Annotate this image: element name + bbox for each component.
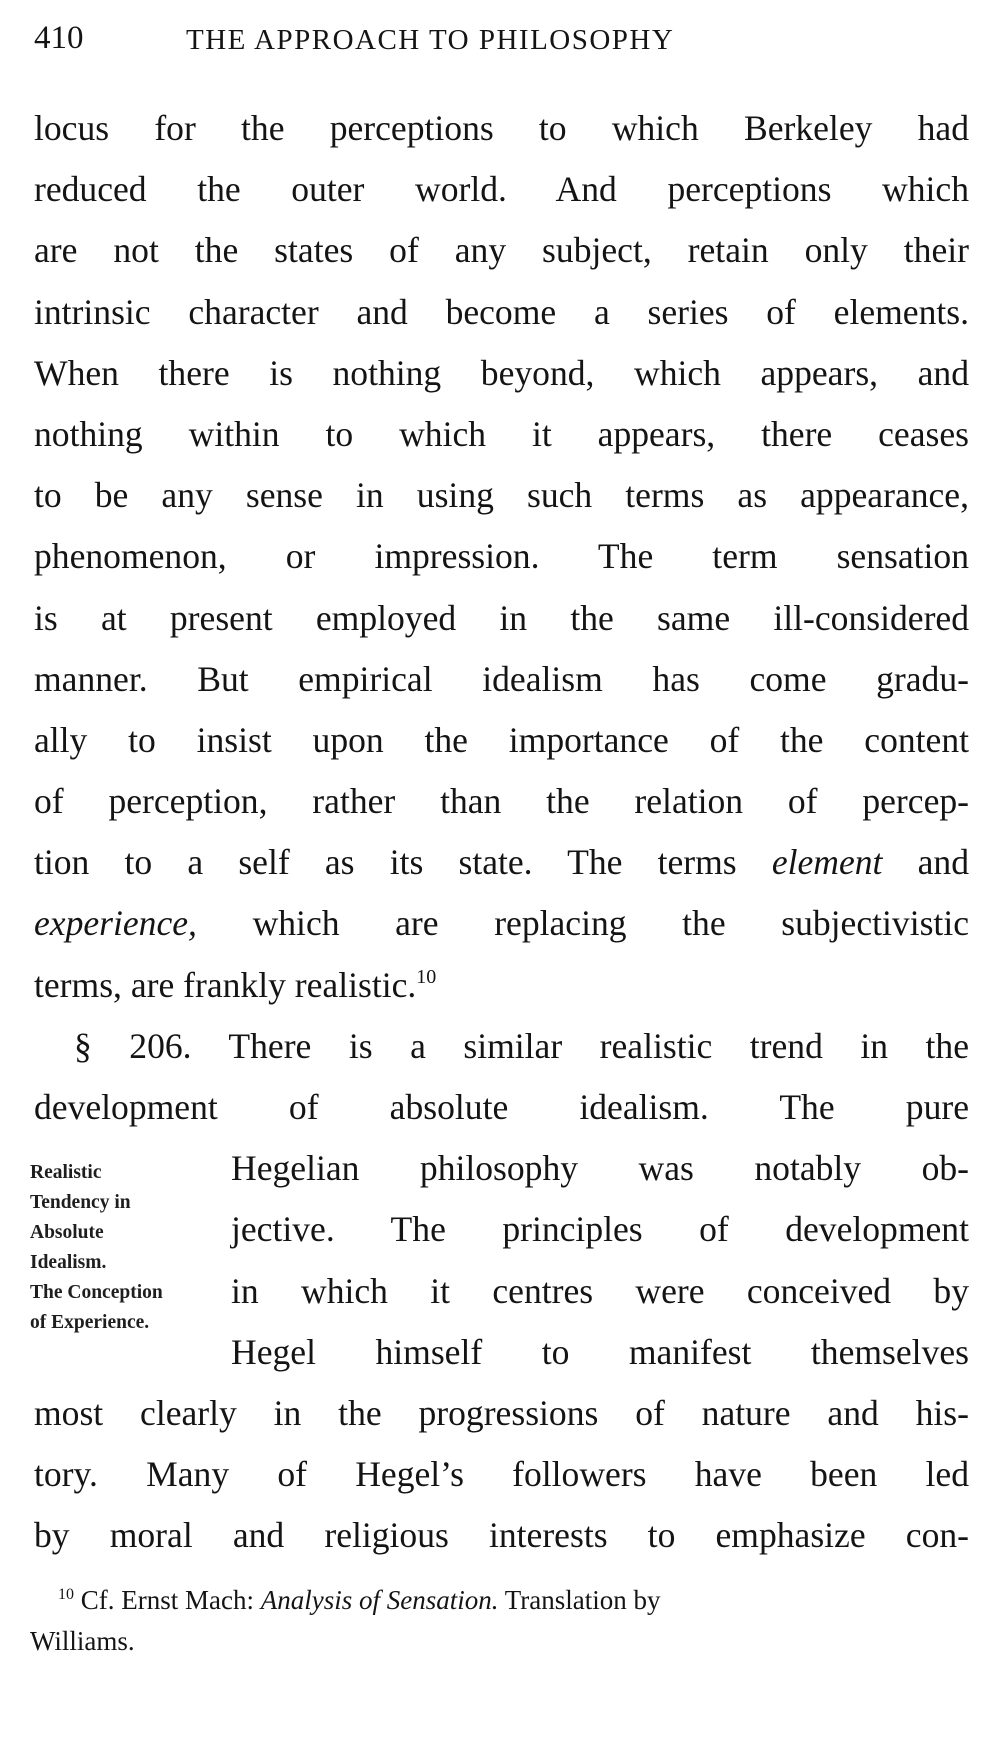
page-number: 410 (34, 20, 84, 56)
margin-sidenote (30, 1158, 220, 1338)
text-line: Hegel himself to manifest themselves (231, 1331, 969, 1372)
text-line: are not the states of any subject, retain only their (34, 230, 969, 271)
text-line: nothing within to which it appears, there ceases (34, 413, 969, 454)
sidenote-line: Realistic (30, 1162, 102, 1183)
text-line: most clearly in the progressions of nature and his- (34, 1392, 969, 1433)
text-line: in which it centres were conceived by (231, 1270, 969, 1311)
running-title: THE APPROACH TO PHILOSOPHY (186, 24, 675, 56)
footnote-line: Williams. (30, 1626, 135, 1656)
text-line: intrinsic character and become a series of elements. (34, 291, 969, 332)
text-line: is at present employed in the same ill-considered (34, 597, 969, 638)
text-line: reduced the outer world. And perceptions which (34, 169, 969, 210)
sidenote-line: Idealism. (30, 1252, 107, 1273)
body-text (34, 98, 969, 1567)
text-segment: which are replacing the subjectivistic (196, 903, 969, 944)
text-line: Hegelian philosophy was notably ob- (231, 1148, 969, 1189)
italic-term: element (771, 842, 883, 883)
text-line (34, 955, 969, 1016)
sidenote-line: Absolute (30, 1222, 104, 1243)
running-header (34, 14, 969, 64)
sidenote-line: of Experience. (30, 1312, 150, 1333)
section-heading-line: § 206. There is a similar realistic trend in the (74, 1025, 969, 1066)
text-line: phenomenon, or impression. The term sensation (34, 536, 969, 577)
text-line: ally to insist upon the importance of the content (34, 719, 969, 760)
italic-term: experience, (34, 903, 197, 944)
footnote-line (30, 1580, 970, 1621)
sidenote-line: The Conception (30, 1282, 163, 1303)
text-line: of perception, rather than the relation of percep- (34, 781, 969, 822)
text-line: to be any sense in using such terms as appearance, (34, 475, 969, 516)
text-line: locus for the perceptions to which Berkeley had (34, 108, 969, 148)
footnote-title: Analysis of Sensation. (260, 1585, 499, 1615)
text-line (34, 832, 969, 893)
text-line: development of absolute idealism. The pure (34, 1087, 969, 1127)
text-line: When there is nothing beyond, which appears, and (34, 352, 969, 393)
text-segment: tion to a self as its state. The terms (34, 842, 772, 883)
footnote-marker: 10 (58, 1586, 74, 1603)
text-line: jective. The principles of development (231, 1209, 969, 1250)
footnote (30, 1580, 970, 1662)
text-line (34, 893, 969, 954)
text-line: manner. But empirical idealism has come gradu- (34, 658, 969, 699)
text-segment: terms, are frankly realistic. (34, 964, 417, 1005)
sidenote-line: Tendency in (30, 1192, 131, 1213)
text-line: by moral and religious interests to emphasize con- (34, 1515, 969, 1556)
text-line: tory. Many of Hegel’s followers have been led (34, 1454, 969, 1495)
text-segment: Translation by (498, 1585, 661, 1615)
footnote-ref: 10 (416, 965, 437, 988)
text-segment: Cf. Ernst Mach: (74, 1585, 261, 1615)
text-segment: and (882, 842, 969, 883)
